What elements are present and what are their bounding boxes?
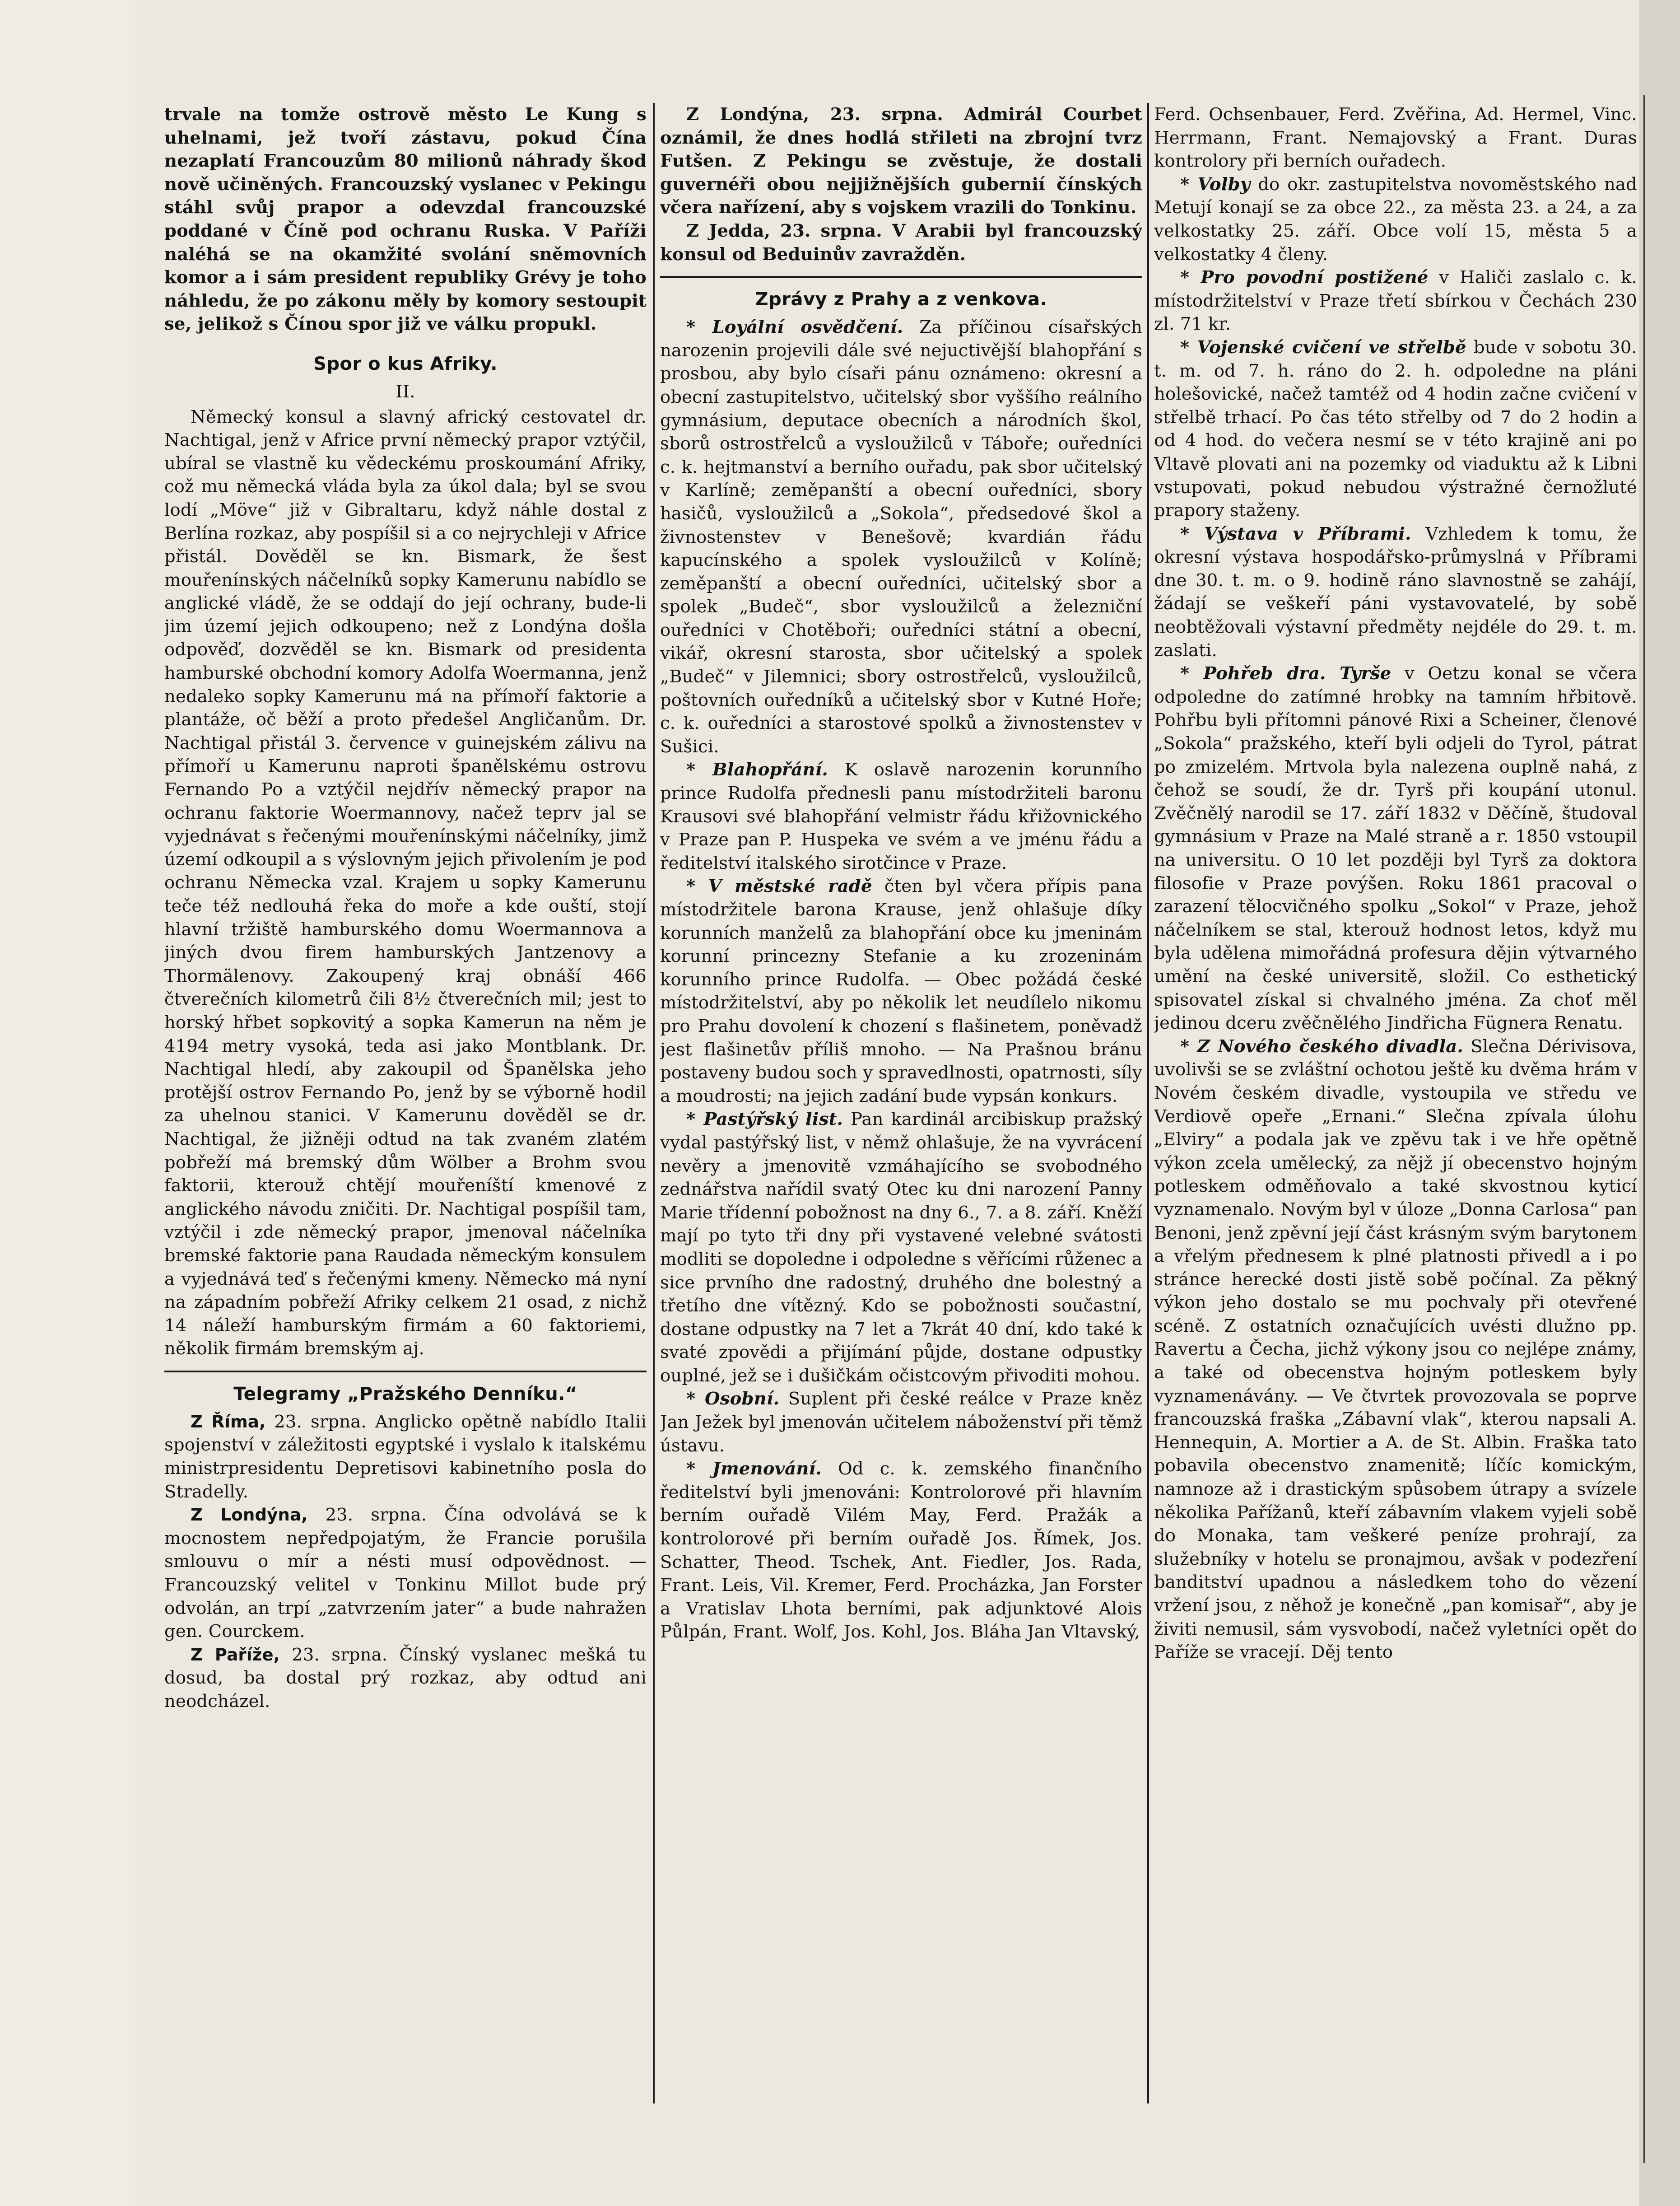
telegram-paris (164, 1643, 647, 1713)
news-item (660, 758, 1142, 875)
news-text: v Oetzu konal se včera odpoledne do zatímné hrobky na tamním hřbitově. Pohřbu byli přítomni pánové Rixi a Scheiner, členové „Sokola“ pražského, kteří byli odjeli do Tyrol, pátrat po zmizelém. Mrtvola byla nalezena ouplně nahá, z čehož se soudí, že dr. Tyrš při koupání utonul. Zvěčnělý narodil se 17. září 1832 v Děčíně, študoval gymnásium v Praze na Malé straně a r. 1850 vstoupil na universitu. O 10 let později byl Tyrš za doktora filosofie v Praze povýšen. Roku 1861 pracoval o zarazení tělocvičného spolku „Sokol“ v Praze, jehož náčelníkem se stal, kterouž hodnost letos, když mu byla udělena mimořádná profesura dějin výtvarného umění na české universitě, složil. Co esthetický spisovatel získal si chvalného jména. Za choť měl jedinou dceru zvěčnělého Jindřicha Fügnera Renatu. (1154, 663, 1637, 1034)
article-body: Německý konsul a slavný africký cestovatel dr. Nachtigal, jenž v Africe první německý prapor vztýčil, ubíral se vlastně ku vědeckému proskoumání Afriky, což mu německá vláda byla za úkol dala; byl se svou lodí „Möve“ již v Gibraltaru, když náhle dostal z Berlína rozkaz, aby pospíšil si a co nejrychleji v Africe přistál. Dověděl se kn. Bismark, že šest mouřenínských náčelníků sopky Kamerunu nabídlo se anglické vládě, že se oddají do její ochrany, bude-li jim území jejich odkoupeno; než z Londýna došla odpověď, dozvěděl se kn. Bismark od presidenta hamburské obchodní komory Adolfa Woermanna, jenž nedaleko sopky Kamerunu má na přímoří faktorie a plantáže, oč běží a proto předešel Angličanům. Dr. Nachtigal přistál 3. července v guinejském zálivu na přímoří u Kamerunu naproti španělskému ostrovu Fernando Po a vztýčil nejdřív německý prapor na ochranu faktorie Woermannovy, načež teprv jal se vyjednávat s řečenými mouřenínskými náčelníky, jimž území odkoupil a s výslovným jejich přivolením je pod ochranu Německa vzal. Krajem u sopky Kamerunu teče též nedlouhá řeka do moře a kde ouští, stojí hlavní tržiště hamburského domu Woermannova a jiných dvou firem hamburských Jantzenovy a Thormälenovy. Zakoupený kraj obnáší 466 čtverečních kilometrů čili 8½ čtverečních mil; jest to horský hřbet sopkovitý a sopka Kamerun na něm je 4194 metry vysoká, teda asi jako Montblank. Dr. Nachtigal hledí, aby zakoupil od Španělska jeho protější ostrov Fernando Po, jenž by se výborně hodil za uhelnou stanici. V Kamerunu dověděl se dr. Nachtigal, že jižněji odtud na tak zvaném zlatém pobřeží má bremský dům Wölber a Brohm svou faktorii, kterouž chtějí mouřeníští kmenové z anglického návodu zničiti. Dr. Nachtigal pospíšil tam, vztýčil i zde německý prapor, jmenoval náčelníka bremské faktorie pana Raudada německým konsulem a vyjednává teď s řečenými kmeny. Německo má nyní na západním pobřeží Afriky celkem 21 osad, z nichž 14 náleží hamburským firmám a 60 faktoriemi, několik firmám bremským aj. (164, 406, 647, 1359)
article-part-number: II. (396, 381, 415, 402)
news-text: v Haliči zaslalo c. k. místodržitelství v Praze třetí sbírkou v Čechách 230 zl. 71 kr. (1154, 267, 1637, 335)
news-lead: * Vojenské cvičení ve střelbě (1180, 337, 1466, 358)
section-heading-zpravy: Zprávy z Prahy a z venkova. (755, 289, 1047, 310)
telegram-text: 23. srpna. Čínský vyslanec mešká tu dosud, ba dostal prý rozkaz, aby odtud ani neodcházel. (164, 1644, 647, 1712)
news-text: Vzhledem k tomu, že okresní výstava hospodářsko-průmyslná v Příbrami dne 30. t. m. o 9. hodině ráno slavnostně se zahájí, žádají se veškeří páni vystavovatelé, by sobě neobtěžovali výstavní předměty nejdéle do 29. t. m. zaslati. (1154, 523, 1637, 661)
news-lead: * Z Nového českého divadla. (1180, 1036, 1464, 1057)
news-text: Pan kardinál arcibiskup pražský vydal pastýřský list, v němž ohlašuje, že na vyvrácení nevěry a jmenovitě vzmáhajícího se svobodného zednářstva nařídil svatý Otec ku dni narození Panny Marie třídenní pobožnost na dny 6., 7. a 8. září. Kněží mají po tyto tři dny při vystavené velebné svátosti modliti se dopoledne i odpoledne s věřícími růženec a sice prvního dne radostný, druhého dne bolestný a třetího dne vítězný. Kdo se pobožnosti součastní, dostane odpustky na 7 let a 7krát 40 dní, kdo také k svaté zpovědi a přijímání půjde, dostane odpustky ouplné, jež se i dušičkám očistcovým přivoditi mohou. (660, 1109, 1142, 1386)
news-lead: * Jmenování. (686, 1459, 822, 1479)
column-rule (1147, 103, 1149, 2103)
news-lead: * Loyální osvědčení. (686, 317, 903, 338)
news-item (660, 1108, 1142, 1387)
news-continuation: Ferd. Ochsenbauer, Ferd. Zvěřina, Ad. Hermel, Vinc. Herrmann, Frant. Nemajovský a Frant. Duras kontrolory při berních ouřadech. (1154, 104, 1637, 172)
news-item (660, 875, 1142, 1108)
news-item (660, 1457, 1142, 1644)
news-lead: * Osobní. (686, 1389, 780, 1409)
telegram-london (164, 1503, 647, 1643)
news-item (660, 316, 1142, 758)
page-margin-left (0, 0, 135, 2206)
news-lead: * V městské radě (686, 876, 872, 897)
page-edge-rule (1643, 95, 1645, 2163)
article-heading-spor-o-kus-afriky: Spor o kus Afriky. (313, 353, 498, 374)
telegram-text: 23. srpna. Čína odvolává se k mocnostem nepředpojatým, že Francie porušila smlouvu o mír a nésti musí odpovědnost. — Francouzský velitel v Tonkinu Millot bude prý odvolán, an trpí „zatvrzením jater“ a bude nahražen gen. Courckem. (164, 1505, 647, 1642)
column-2 (660, 103, 1142, 2153)
telegram-place: Z Říma, (191, 1412, 266, 1432)
news-text: K oslavě narozenin korunního prince Rudolfa přednesli panu místodržiteli baronu Krausovi své blahopřání velmistr řádu křižovnického v Praze pan P. Huspeka ve svém a ve jménu řádu a ředitelství italského sirotčince v Praze. (660, 760, 1142, 873)
news-item (1154, 1035, 1637, 1664)
section-divider (660, 276, 1142, 278)
news-lead: * Volby (1180, 174, 1251, 195)
telegram-place: Z Londýna, (191, 1505, 308, 1525)
telegram-place: Z Paříže, (191, 1645, 280, 1665)
telegram-london-2: Z Londýna, 23. srpna. Admirál Courbet oznámil, že dnes hodlá střileti na zbrojní tvrz Futšen. Z Pekingu se zvěstuje, že dostali guvernéři obou nejjižnějších gubernií čínských včera nařízení, aby s vojskem vrazili do Tonkinu. (660, 104, 1142, 218)
news-lead: * Pastýřský list. (686, 1109, 843, 1130)
telegram-jedda: Z Jedda, 23. srpna. V Arabii byl francouzský konsul od Beduinův zavražděn. (660, 220, 1142, 265)
news-item (660, 1387, 1142, 1457)
column-3 (1154, 103, 1637, 2153)
section-divider (164, 1371, 647, 1372)
telegram-rome (164, 1410, 647, 1503)
news-item (1154, 173, 1637, 266)
news-text: do okr. zastupitelstva novoměstského nad Metují konají se za obce 22., za města 23. a 24, a za velkostatky 25. září. Obce volí 15, města 5 a velkostatky 4 členy. (1154, 174, 1637, 265)
section-heading-telegramy: Telegramy „Pražského Denníku.“ (233, 1383, 577, 1404)
column-rule (653, 103, 655, 2103)
news-text: bude v sobotu 30. t. m. od 7. h. ráno do 2. h. odpoledne na pláni holešovické, načež tamtéž od 4 hodin začne cvičení v střelbě trhací. Po čas této střelby od 7 do 2 hodin a od 4 hod. do večera nesmí se v této krajině ani po Vltavě plovati ani na pozemky od viaduktu až k Libni vstupovati, pokud nebudou výstražné černožluté prapory staženy. (1154, 337, 1637, 521)
telegram-text: 23. srpna. Anglicko opětně nabídlo Italii spojenství v záležitosti egyptské i vyslalo k italskému ministrpresidentu Depretisovi kabinetního posla do Stradelly. (164, 1411, 647, 1502)
news-lead: * Pohřeb dra. Tyrše (1180, 663, 1391, 684)
news-text: Slečna Dérivisova, uvolivši se se zvláštní ochotou ještě ku dvěma hrám v Novém českém divadle, vystoupila ve středu ve Verdiově opeře „Ernani.“ Slečna zpívala úlohu „Elviry“ a podala jak ve zpěvu tak i ve hře opětně výkon zcela umělecký, za nějž jí obecenstvo hojným potleskem odměňovalo a také skvostnou kyticí vyznamenalo. Novým byl v úloze „Donna Carlosa“ pan Benoni, jenž zpěvní její část krásným svým barytonem a vřelým přednesem k plné platnosti přivedl a i po stránce herecké dosti jistě sobě počínal. Za pěkný výkon jeho dostalo se mu pochvaly při otevřené scéně. Z ostatních označujících uvésti dlužno pp. Ravertu a Čecha, jichž výkony jsou co nejlépe známy, a také od obecenstva hojným potleskem byly vyznamenávány. — Ve čtvrtek provozovala se poprve francouzská fraška „Zábavní vlak“, kterou napsali A. Hennequin, A. Mortier a A. de St. Albin. Fraška tato pobavila obecenstvo znamenitě; líčíc komickým, namnoze až i drastickým spůsobem útrapy a svízele několika Pařížanů, kteří zábavním vlakem vyjeli sobě do Monaka, tam veškeré peníze prohrají, za služebníky v hotelu se pronajmou, avšak v podezření banditství upadnou a následkem toho do vězení vržení jsou, z něhož je konečně „pan komisař“, aby je živiti nemusil, sám vysvobodí, načež vyletníci opět do Paříže se vracejí. Děj tento (1154, 1036, 1637, 1663)
news-item (1154, 336, 1637, 522)
article-continuation: trvale na tomže ostrově město Le Kung s uhelnami, jež tvoří zástavu, pokud Čína nezaplatí Francouzům 80 milionů náhrady škod nově učiněných. Francouzský vyslanec v Pekingu stáhl svůj prapor a odevzdal francouzské poddané v Číně pod ochranu Ruska. V Paříži naléhá se na okamžité svolání sněmovních komor a i sám president republiky Grévy je toho náhledu, že po zákonu měly by komory sestoupit se, jelikož s Čínou spor již ve válku propukl. (164, 104, 647, 335)
news-lead: * Blahopřání. (686, 760, 828, 780)
news-item (1154, 522, 1637, 662)
news-text: Za příčinou císařských narozenin projevili dále své nejuctivější blahopřání s prosbou, aby bylo císaři pánu oznámeno: okresní a obecní zastupitelstvo, učitelský sbor vyššího reálního gymnásium, deputace obecních a národních škol, sborů ostrostřelců a vysloužilců v Táboře; ouředníci c. k. hejtmanství a berního ouřadu, pak sbor učitelský v Karlíně; zeměpanští a obecní ouředníci, sbory hasičů, vysloužilců a „Sokola“, předsedové škol a živnostenstev v Benešově; kvardián řádu kapucínského a spolek vysloužilců v Kolíně; zeměpanští a obecní ouředníci, učitelský sbor a spolek „Budeč“, sbor vysloužilců a železniční ouředníci v Chotěboři; ouředníci státní a obecní, vikář, okresní starosta, sbor učitelský a spolek „Budeč“ v Jilemnici; sbory ostrostřelců, vysloužilců, poštovních ouředníků a učitelský sbor v Kutné Hoře; c. k. ouředníci a starostové spolků a živnostenstev v Sušici. (660, 317, 1142, 757)
news-text: Od c. k. zemského finančního ředitelství byli jmenováni: Kontrolorové při hlavním berním ouřadě Vilém May, Ferd. Pražák a kontrolorové při berním ouřadě Jos. Římek, Jos. Schatter, Theod. Tschek, Ant. Fiedler, Jos. Rada, Frant. Leis, Vil. Kremer, Ferd. Procházka, Jan Forster a Vratislav Lhota berními, pak adjunktové Alois Půlpán, Frant. Wolf, Jos. Kohl, Jos. Bláha Jan Vltavský, (660, 1459, 1142, 1642)
news-text: Suplent při české reálce v Praze kněz Jan Ježek byl jmenován učitelem náboženství při těmž ústavu. (660, 1389, 1142, 1456)
news-lead: * Výstava v Příbrami. (1180, 523, 1411, 544)
news-item (1154, 662, 1637, 1035)
news-lead: * Pro povodní postižené (1180, 267, 1429, 288)
news-text: čten byl včera přípis pana místodržitele barona Krause, jenž ohlašuje díky korunních manželů za blahopřání obce ku jmeninám korunní princezny Stefanie a ku zrozeninám korunního prince Rudolfa. — Obec požádá české místodržitelství, aby po několik let neudílelo nikomu pro Prahu dovolení k chození s flašinetem, poněvadž jest flašinetův příliš mnoho. — Na Prašnou bránu postaveny budou soch y spravedlnosti, opatrnosti, síly a moudrosti; na jejich zadání bude vypsán konkurs. (660, 876, 1142, 1106)
column-1 (164, 103, 647, 2153)
news-item (1154, 266, 1637, 336)
